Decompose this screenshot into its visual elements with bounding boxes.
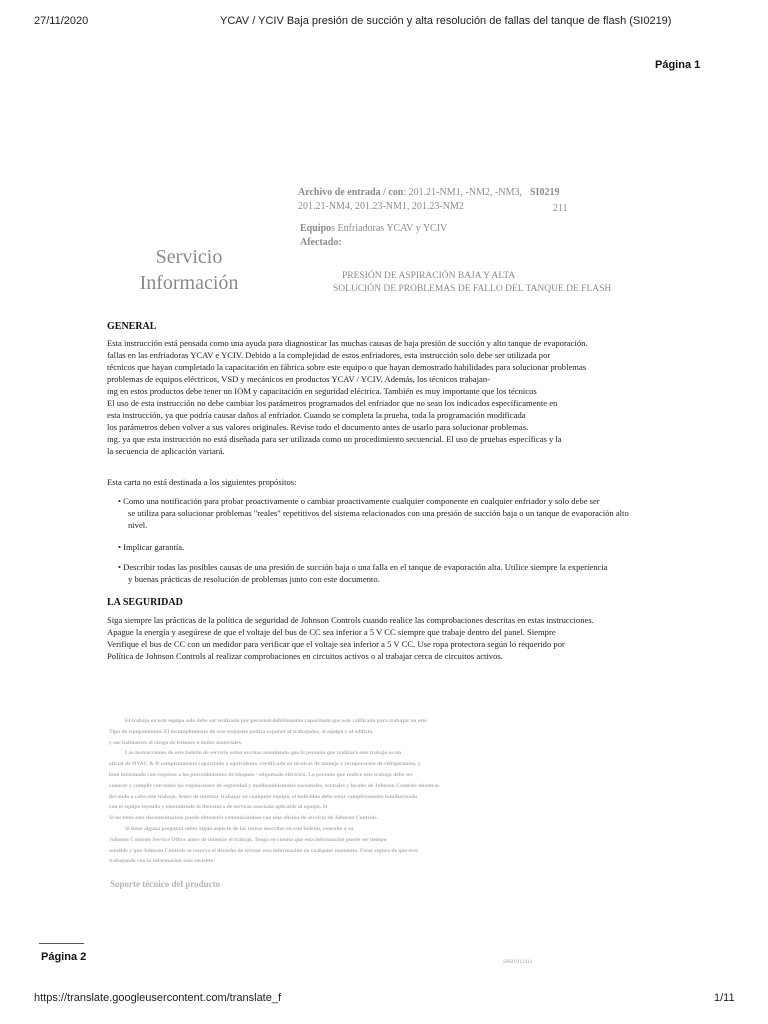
bottom-doc-code: SI0219 (211)	[503, 959, 532, 965]
general-line: ing. ya que esta instrucción no está diseñada para ser utilizada como un procedimiento secuencial. El uso de pruebas específicas y la	[107, 434, 562, 444]
doc-code: SI0219	[530, 187, 560, 198]
page-label-bottom: Página 2	[41, 951, 87, 963]
general-body	[107, 337, 588, 457]
disclaimer-line: llevando a cabo este trabajo. Antes de intentar trabajar en cualquier equipo, el individuo debe estar completamente familiarizado	[109, 793, 418, 800]
page-label-top: Página 1	[655, 59, 701, 71]
general-heading: GENERAL	[107, 321, 157, 332]
service-title-line-2: Información	[139, 272, 239, 294]
subject-line-2: SOLUCIÓN DE PROBLEMAS DE FALLO DEL TANQUE DE FLASH	[333, 284, 612, 294]
general-line: Esta instrucción está pensada como una ayuda para diagnosticar las muchas causas de baja presión de succión y alto tanque de evaporación.	[107, 338, 588, 348]
disclaimer-line: trabajando con la información más reciente.	[109, 858, 215, 865]
equipment-s: s	[331, 223, 336, 234]
print-date: 27/11/2020	[34, 15, 89, 27]
equipment-label: Equipo	[300, 223, 332, 234]
file-value-1: : 201.21-NM1, -NM2, -NM3,	[403, 187, 522, 198]
disclaimer-line: Tipo de equipamiento. El incumplimiento de este requisito podría exponer al trabajador, al equipo y al edificio.	[109, 728, 374, 735]
disclaimer-line: Johnson Controls Service Office antes de intentar el trabajo. Tenga en cuenta que esta información puede ser tiempo	[109, 836, 387, 843]
bullet-line: nivel.	[128, 520, 148, 530]
general-line: ing en estos productos debe tener un IOM y capacitación en seguridad eléctrica. También es muy importante que los técnicos	[107, 386, 537, 396]
disclaimer-line: oficial de HVAC & R completamente capacitado o equivalente, certificado en técnicas de manejo y recuperación de refrigerantes, y	[109, 761, 421, 768]
bullet-item-2	[118, 541, 184, 553]
bullet-line: • Como una notificación para probar proactivamente o cambiar proactivamente cualquier componente en cualquier enfriador y solo debe ser	[118, 496, 600, 506]
disclaimer-line: y sus habitantes al riesgo de lesiones o daños materiales.	[109, 739, 243, 746]
general-line: los parámetros deben volver a sus valores originales. Revise todo el documento antes de usarlo para solucionar problemas.	[107, 422, 529, 432]
disclaimer-line: Las instrucciones de este boletín de servicio están escritas asumiendo que la persona que realizará este trabajo es un	[125, 750, 402, 757]
safety-line: Apague la energía y asegúrese de que el voltaje del bus de CC sea inferior a 5 V CC siempre que trabaje dentro del panel. Siempre	[107, 627, 556, 637]
equipment-value: Enfriadoras YCAV y YCIV	[335, 223, 448, 234]
equipment-line	[300, 223, 447, 234]
safety-line: Siga siempre las prácticas de la política de seguridad de Johnson Controls cuando realice las comprobaciones descritas en estas instrucciones.	[107, 615, 594, 625]
general-line: fallas en las enfriadoras YCAV e YCIV. Debido a la complejidad de estos enfriadores, esta instrucción solo debe ser utilizada por	[107, 350, 551, 360]
print-url: https://translate.googleusercontent.com/translate_f	[34, 992, 282, 1004]
purpose-intro: Esta carta no está destinada a los siguientes propósitos:	[107, 477, 297, 487]
bullet-line: se utiliza para solucionar problemas "reales" repetitivos del sistema relacionados con una presión de succión baja o un tanque de evaporación alto	[128, 508, 629, 518]
soporte-label: Soporte técnico del producto	[110, 879, 221, 889]
service-title	[104, 244, 274, 296]
bullet-line: • Implicar garantía.	[118, 542, 185, 552]
file-line-1	[298, 187, 522, 198]
disclaimer-line: con el equipo leyendo y entendiendo la literatura de servicio asociada aplicable al equipo. Si	[109, 804, 328, 811]
subject-line-1: PRESIÓN DE ASPIRACIÓN BAJA Y ALTA	[342, 271, 516, 281]
affected-label: Afectado:	[300, 237, 342, 248]
general-line: técnicos que hayan completado la capacitación en fábrica sobre este equipo o que hayan demostrado habilidades para solucionar problemas	[107, 362, 587, 372]
bullet-item-3	[118, 561, 608, 585]
safety-line: Verifique el bus de CC con un medidor para verificar que el voltaje sea inferior a 5 V CC. Use ropa protectora según lo requerido por	[107, 639, 565, 649]
disclaimer-line: Si no tiene esta documentación, puede obtenerla comunicándose con una oficina de servicio de Johnson Controls.	[109, 815, 378, 822]
disclaimer-line: El trabajo en este equipo solo debe ser realizado por personal debidamente capacitado que esté calificado para trabajar en este	[125, 718, 427, 724]
general-line: problemas de equipos eléctricos, VSD y mecánicos en productos YCAV / YCIV. Además, los técnicos trabajan-	[107, 374, 490, 384]
footer-rule	[39, 943, 84, 944]
disclaimer-line: bien informado con respecto a los procedimientos de bloqueo / etiquetado eléctrico. La persona que realice este trabajo debe ser	[109, 771, 413, 778]
print-page-count: 1/11	[714, 992, 735, 1004]
file-label: Archivo de entrada / con	[298, 187, 404, 198]
safety-line: Política de Johnson Controls al realizar comprobaciones en circuitos activos o al trabajar cerca de circuitos activos.	[107, 651, 503, 661]
bullet-line: y buenas prácticas de resolución de problemas junto con este documento.	[128, 574, 380, 584]
disclaimer-line: sensible y que Johnson Controls se reserva el derecho de revisar esta información en cualquier momento. Estar seguro de que eres	[109, 847, 419, 854]
general-line: la secuencia de aplicación variará.	[107, 446, 225, 456]
doc-number: 211	[553, 203, 568, 214]
general-line: esta instrucción, ya que podría causar daños al enfriador. Cuando se completa la prueba, toda la programación modificada	[107, 410, 526, 420]
disclaimer-line: Si tiene alguna pregunta sobre algún aspecto de las tareas descritas en este boletín, consulte a su	[125, 825, 354, 832]
service-title-line-1: Servicio	[155, 246, 223, 268]
disclaimer-line: conocer y cumplir con todas las regulaciones de seguridad y medioambientales nacionales, estatales y locales de Johnson Controls mientras	[109, 782, 440, 789]
file-value-2: 201.21-NM4, 201.23-NM1, 201.23-NM2	[298, 201, 464, 212]
safety-heading: LA SEGURIDAD	[107, 597, 183, 608]
safety-body	[107, 614, 594, 662]
bullet-line: • Describir todas las posibles causas de una presión de succión baja o una falla en el tanque de evaporación alta. Utilice siempre la experiencia	[118, 562, 608, 572]
general-line: El uso de esta instrucción no debe cambiar los parámetros programados del enfriador que no sean los indicados específicamente en	[107, 398, 558, 408]
disclaimer-block	[109, 716, 439, 867]
print-title: YCAV / YCIV Baja presión de succión y alta resolución de fallas del tanque de flash (SI0219)	[220, 15, 672, 27]
bullet-item-1	[118, 495, 629, 531]
